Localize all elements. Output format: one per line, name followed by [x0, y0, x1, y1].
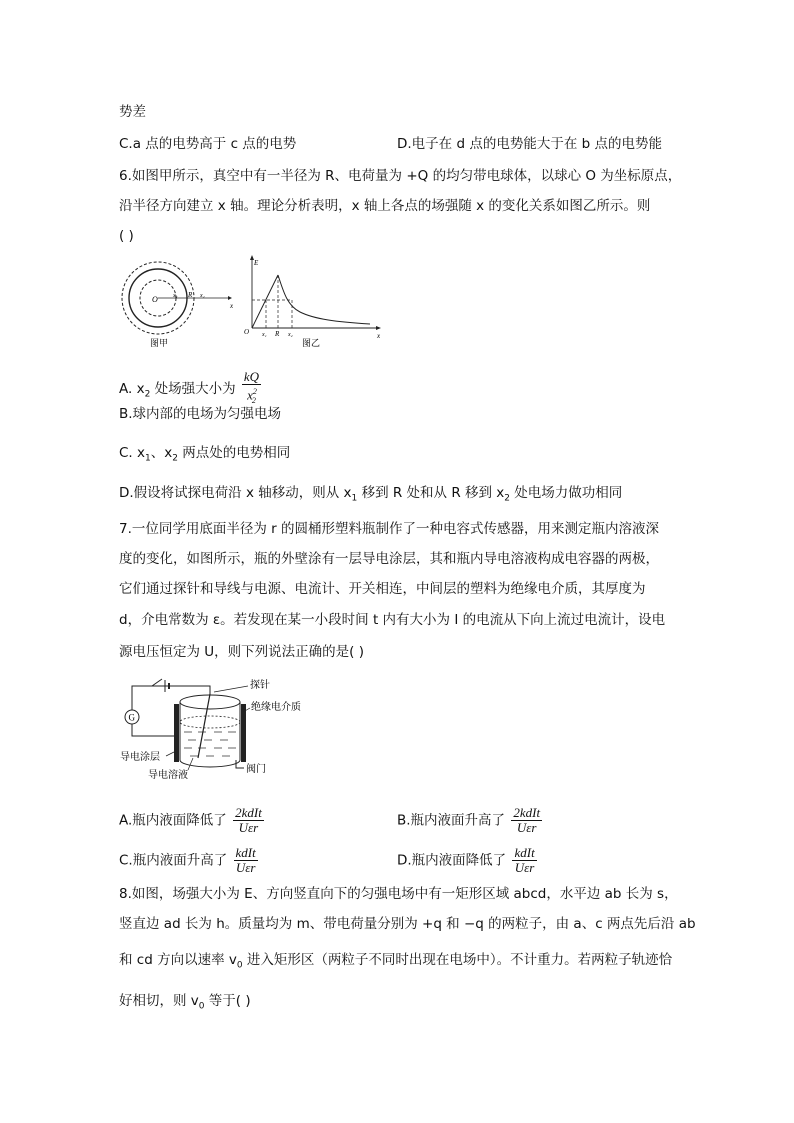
- q6-option-c: C. $x_1$、$x_2$ 两点处的电势相同: [119, 445, 291, 464]
- q7-stem-line-2: 度的变化，如图所示，瓶的外壁涂有一层导电涂层，其和瓶内导电溶液构成电容器的两极，: [119, 551, 659, 567]
- q8-stem-line-1: 8.如图，场强大小为 E、方向竖直向下的匀强电场中有一矩形区域 abcd，水平边 ab 长为 s，: [119, 886, 678, 902]
- figure-q7: [118, 672, 323, 784]
- x-axis-arrow-icon: [228, 296, 232, 300]
- liquid-hatching: [184, 732, 236, 756]
- bottle-bottom: [180, 760, 240, 767]
- wire-to-probe: [169, 686, 210, 694]
- solution-label: 导电溶液: [148, 770, 188, 781]
- q6-option-b: B.球内部的电场为匀强电场: [119, 406, 282, 422]
- r-label: R: [188, 291, 193, 299]
- e-axis-label: E: [254, 259, 259, 267]
- x2-label: x₂: [200, 293, 205, 299]
- q7-stem-line-5: 源电压恒定为 U，则下列说法正确的是( ): [119, 644, 364, 660]
- x2-tick-label: x₂: [288, 332, 293, 338]
- coating-leader: [166, 752, 174, 756]
- switch-icon: [152, 679, 162, 686]
- q8-stem-line-3: 和 cd 方向以速率 $v_0$ 进入矩形区（两粒子不同时出现在电场中）。不计重力。若两粒子轨迹恰: [119, 952, 673, 971]
- x1-label: x₁: [173, 293, 178, 299]
- figure-yi-caption: 图乙: [302, 338, 321, 348]
- q7-option-c: C.瓶内液面升高了 $\frac{\text{kdIt}}{\text{Uεr}}$: [119, 845, 256, 875]
- coating-right: [241, 704, 246, 762]
- origin-label: O: [244, 328, 250, 336]
- q7-a-fraction: $\frac{\text{2kdIt}}{\text{Uεr}}$: [235, 805, 262, 835]
- probe-label: 探针: [250, 680, 270, 691]
- inside-field-curve: [252, 275, 278, 328]
- q6-option-a: A. $x_2$ 处场强大小为 $\frac{kQ}{x^2_2}$: [119, 370, 263, 408]
- origin-label: O: [152, 295, 158, 304]
- q7-option-b: B.瓶内液面升高了 $\frac{\text{2kdIt}}{\text{Uεr}}$: [397, 805, 541, 835]
- r-tick-label: R: [275, 330, 280, 338]
- q8-stem-line-4: 好相切，则 $v_0$ 等于( ): [119, 993, 251, 1012]
- x-axis-label: x: [377, 332, 381, 340]
- q6-stem-line-1: 6.如图甲所示，真空中有一半径为 R、电荷量为 +Q 的均匀带电球体，以球心 O 为坐标原点，: [119, 168, 682, 184]
- q7-stem-line-4: d，介电常数为 ε。若发现在某一小段时间 t 内有大小为 I 的电流从下向上流过电流计，设电: [119, 612, 666, 628]
- valve-label: 阀门: [246, 764, 266, 775]
- q7-d-fraction: $\frac{\text{kdIt}}{\text{Uεr}}$: [514, 845, 535, 875]
- q6-stem-line-2: 沿半径方向建立 x 轴。理论分析表明，x 轴上各点的场强随 x 的变化关系如图乙所示。则: [119, 198, 651, 214]
- figure-jia-caption: 图甲: [150, 338, 169, 348]
- galvanometer-label: G: [128, 712, 135, 723]
- q7-option-d: D.瓶内液面降低了 $\frac{\text{kdIt}}{\text{Uεr}}$: [397, 845, 535, 875]
- q7-b-fraction: $\frac{\text{2kdIt}}{\text{Uεr}}$: [513, 805, 541, 835]
- q6-answer-paren: ( ): [119, 228, 134, 244]
- probe-rod: [198, 694, 210, 758]
- text-line: 势差: [119, 104, 146, 120]
- q5-option-d: D.电子在 d 点的电势能大于在 b 点的电势能: [397, 136, 662, 152]
- coating-left: [174, 704, 179, 762]
- q7-stem-line-3: 它们通过探针和导线与电源、电流计、开关相连，中间层的塑料为绝缘电介质，其厚度为: [119, 581, 646, 597]
- coating-label: 导电涂层: [120, 752, 160, 763]
- liquid-surface: [180, 716, 240, 728]
- q6-a-fraction: $\frac{kQ}{x^2_2}$: [243, 369, 260, 405]
- x-axis-arrow-icon: [376, 326, 381, 330]
- solution-leader: [188, 758, 193, 770]
- x-axis-label: x: [230, 302, 234, 310]
- wire-left-bottom: [132, 724, 172, 736]
- figure-jia: [118, 256, 238, 352]
- figure-yi: [240, 254, 386, 352]
- q5-option-c: C.a 点的电势高于 c 点的电势: [119, 136, 297, 152]
- q7-stem-line-1: 7.一位同学用底面半径为 r 的圆桶形塑料瓶制作了一种电容式传感器，用来测定瓶内溶液深: [119, 521, 660, 537]
- q7-option-a: A.瓶内液面降低了 $\frac{\text{2kdIt}}{\text{Uεr}}$: [119, 805, 262, 835]
- q8-stem-line-2: 竖直边 ad 长为 h。质量均为 m、带电荷量分别为 +q 和 −q 的两粒子，由 a、c 两点先后沿 ab: [119, 916, 696, 932]
- probe-leader: [214, 686, 248, 692]
- x1-tick-label: x₁: [262, 332, 267, 338]
- dielectric-label: 绝缘电介质: [251, 702, 301, 713]
- q7-c-fraction: $\frac{\text{kdIt}}{\text{Uεr}}$: [235, 845, 256, 875]
- q6-option-d: D.假设将试探电荷沿 x 轴移动，则从 $x_1$ 移到 R 处和从 R 移到 $x_2$ 处电场力做功相同: [119, 485, 623, 504]
